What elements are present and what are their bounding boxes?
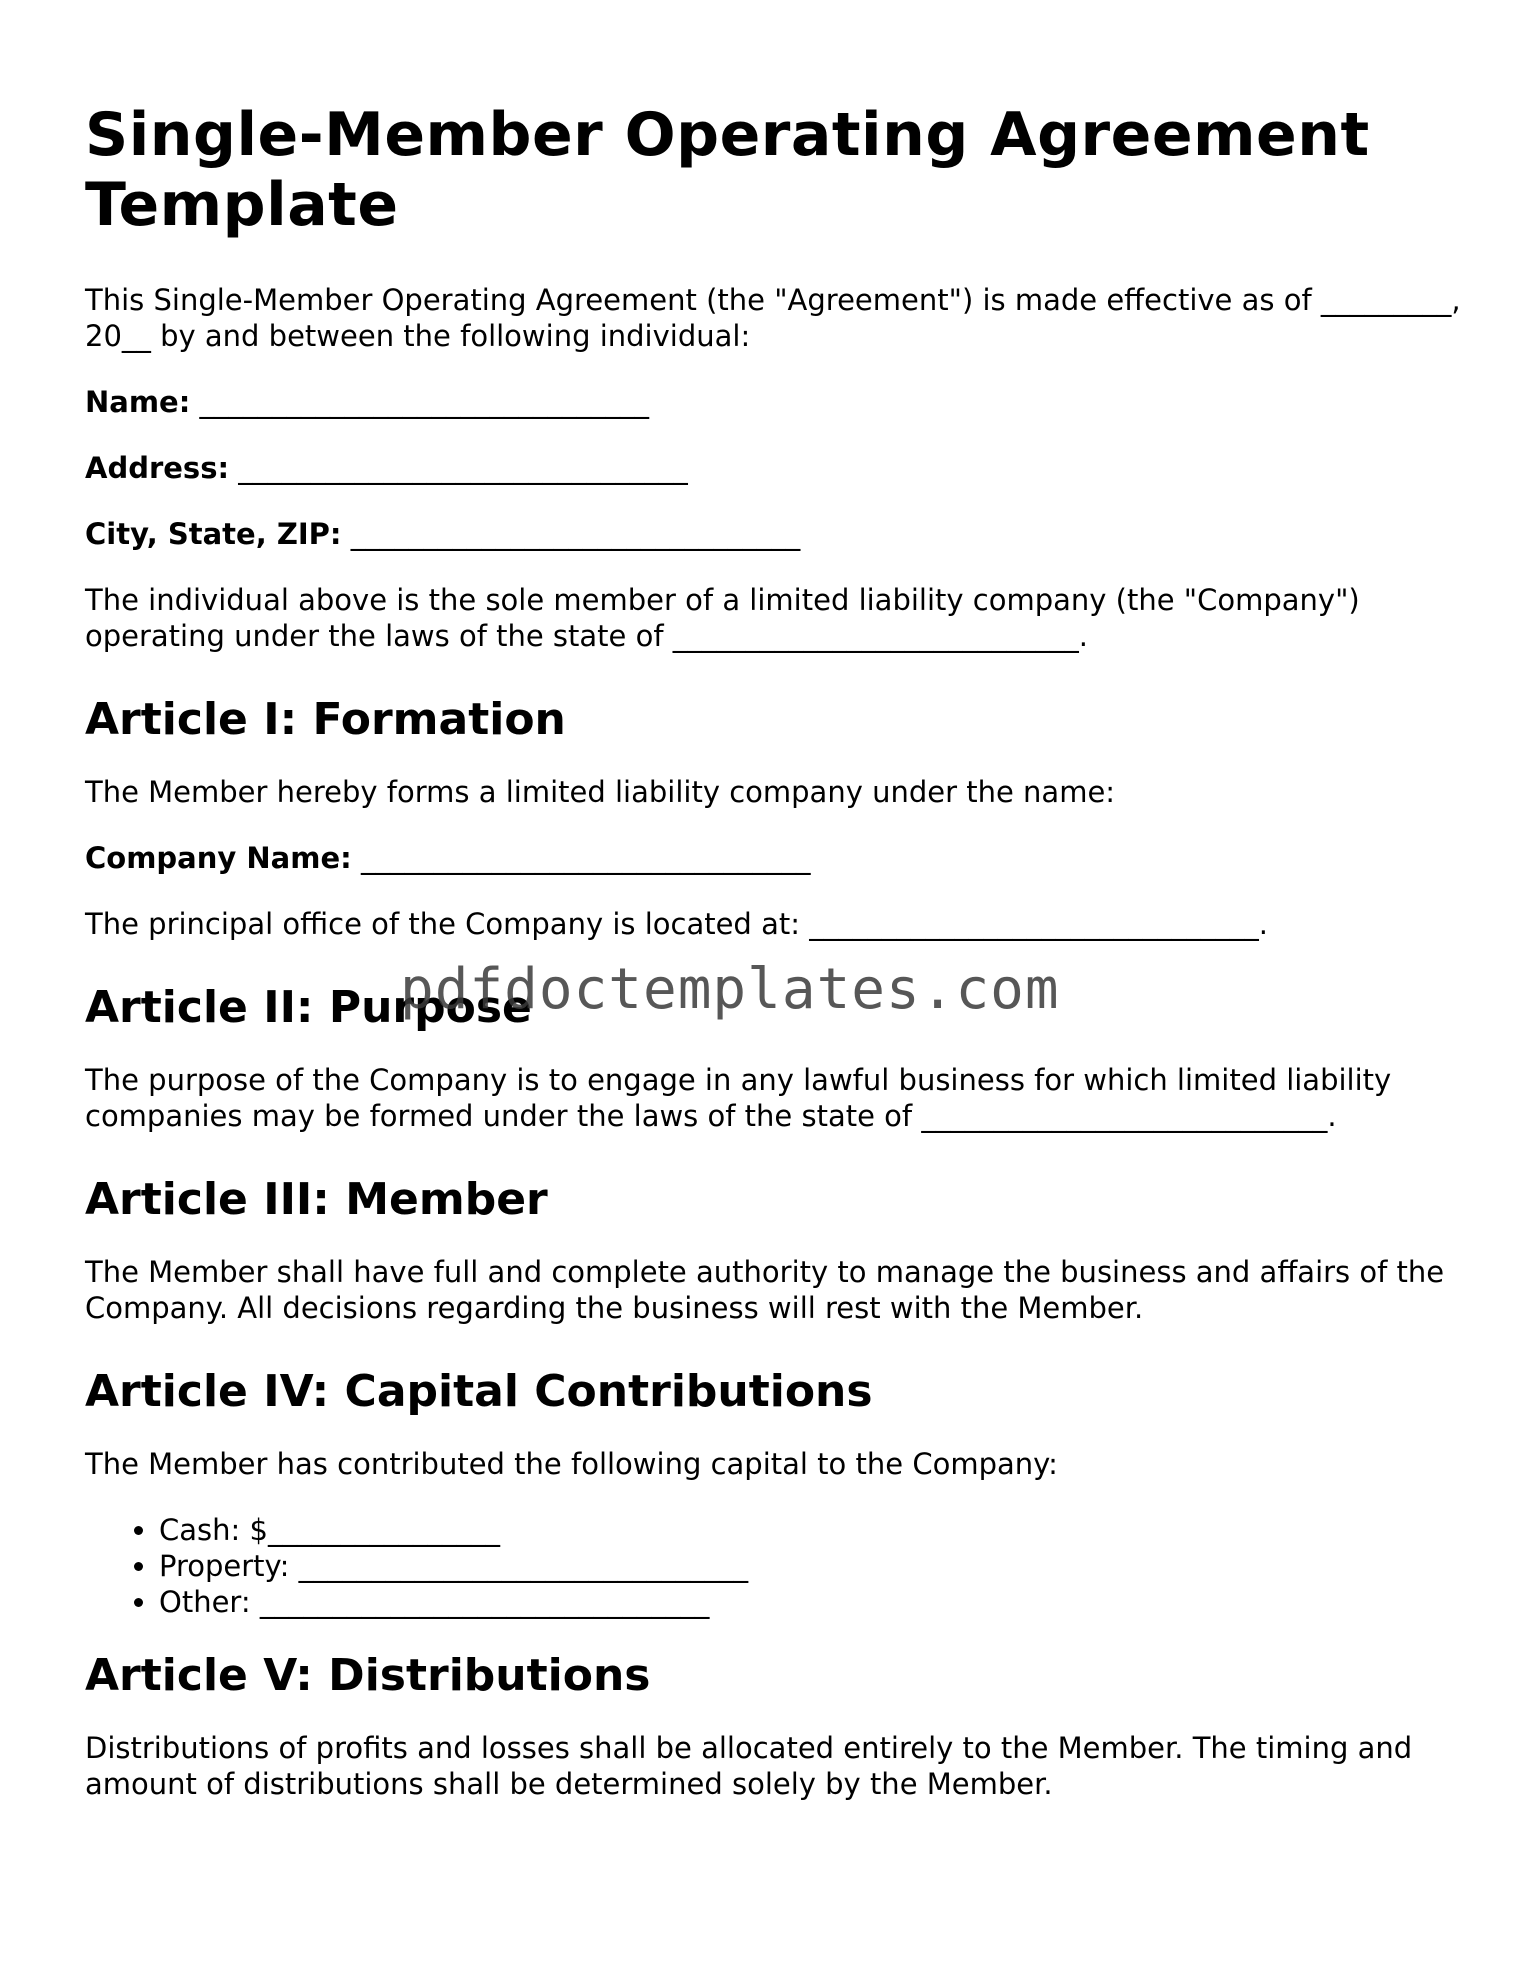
article-4-heading: Article IV: Capital Contributions bbox=[85, 1366, 873, 1417]
watermark-text: pdfdoctemplates.com bbox=[400, 957, 1060, 1022]
company-name-field-label: Company Name: bbox=[85, 841, 352, 875]
article-2-text: The purpose of the Company is to engage in any lawful business for which limited liability companies may be formed under the laws of the state of ____________________________. bbox=[85, 1063, 1392, 1133]
list-item-other: • Other: _______________________________ bbox=[159, 1584, 1465, 1620]
city-state-zip-field-blank: _______________________________ bbox=[350, 517, 801, 551]
address-field-label: Address: bbox=[85, 451, 230, 485]
company-name-field-blank: _______________________________ bbox=[360, 841, 811, 875]
name-field-blank: _______________________________ bbox=[199, 385, 650, 419]
document-title: Single-Member Operating Agreement Template bbox=[85, 100, 1370, 240]
article-1-text: The Member hereby forms a limited liability company under the name: bbox=[85, 775, 1116, 809]
capital-contributions-list bbox=[85, 1512, 1465, 1620]
article-1-heading: Article I: Formation bbox=[85, 694, 566, 745]
intro-paragraph: This Single-Member Operating Agreement (the "Agreement") is made effective as of _________, 20__ by and between the following individual: bbox=[85, 283, 1461, 353]
article-4-text: The Member has contributed the following capital to the Company: bbox=[85, 1447, 1058, 1481]
article-1-office-text: The principal office of the Company is located at: _______________________________. bbox=[85, 907, 1268, 941]
member-statement: The individual above is the sole member of a limited liability company (the "Company") operating under the laws of the state of ____________________________. bbox=[85, 583, 1360, 653]
name-field-label: Name: bbox=[85, 385, 191, 419]
article-3-heading: Article III: Member bbox=[85, 1174, 548, 1225]
city-state-zip-field-label: City, State, ZIP: bbox=[85, 517, 342, 551]
article-2-heading: Article II: Purpose bbox=[85, 982, 532, 1033]
article-3-text: The Member shall have full and complete authority to manage the business and affairs of the Company. All decisions regarding the business will rest with the Member. bbox=[85, 1255, 1445, 1325]
address-field-blank: _______________________________ bbox=[238, 451, 688, 485]
city-state-zip-field bbox=[85, 516, 1465, 552]
company-name-field bbox=[85, 840, 1465, 876]
article-5-text: Distributions of profits and losses shall be allocated entirely to the Member. The timing and amount of distributions shall be determined solely by the Member. bbox=[85, 1731, 1413, 1801]
list-item-cash: • Cash: $________________ bbox=[159, 1512, 1465, 1548]
list-item-property: • Property: _______________________________ bbox=[159, 1548, 1465, 1584]
name-field bbox=[85, 384, 1465, 420]
article-5-heading: Article V: Distributions bbox=[85, 1650, 651, 1701]
address-field bbox=[85, 450, 1465, 486]
